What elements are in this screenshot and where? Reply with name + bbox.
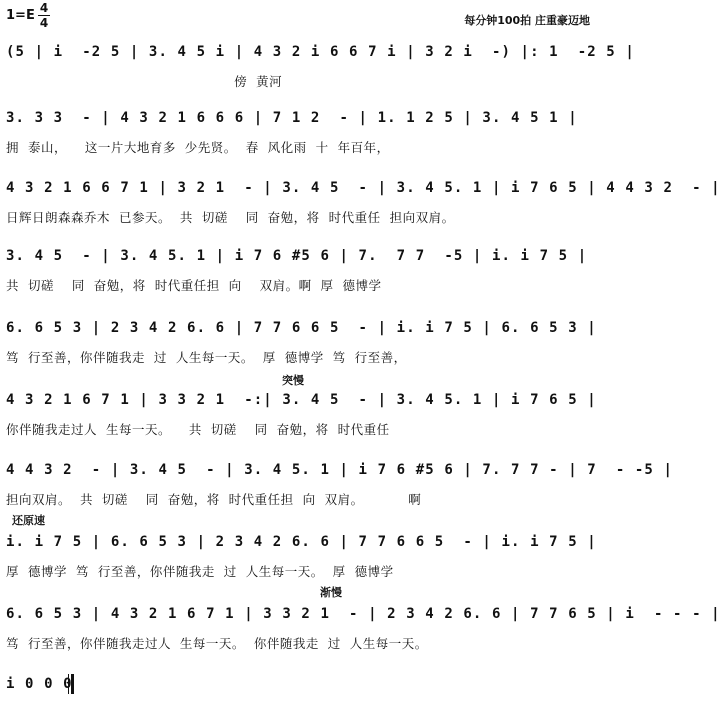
notes-line-5: 6. 6 5 3 | 2 3 4 2 6. 6 | 7 7 6 6 5 - | i. i 7 5 | 6. 6 5 3 |: [6, 320, 597, 336]
lyrics-line-5: 笃 行至善，你伴随我走 过 人生每一天。 厚 德博学 笃 行至善，: [6, 350, 407, 365]
notes-line-4: 3. 4 5 - | 3. 4 5. 1 | i 7 6 #5 6 | 7. 7 7 -5 | i. i 7 5 |: [6, 248, 588, 264]
time-signature-top: 4: [39, 1, 49, 15]
lyrics-line-9: 笃 行至善，你伴随我走过人 生每一天。 你伴随我走 过 人生每一天。: [6, 636, 428, 651]
tempo-mark-jian-man: 渐慢: [320, 586, 342, 599]
lyrics-line-3: 日辉日朗森森乔木 已参天。 共 切磋 同 奋勉，将 时代重任 担向双肩。: [6, 210, 455, 225]
notes-line-7: 4 4 3 2 - | 3. 4 5 - | 3. 4 5. 1 | i 7 6 #5 6 | 7. 7 7 - | 7 - -5 |: [6, 462, 674, 478]
key-signature: 1=E: [6, 8, 35, 23]
lyrics-line-7: 担向双肩。 共 切磋 同 奋勉，将 时代重任担 向 双肩。 啊: [6, 492, 422, 507]
tempo-mark-huan-yuan-su: 还原速: [12, 514, 45, 527]
lyrics-line-4: 共 切磋 同 奋勉，将 时代重任担 向 双肩。啊 厚 德博学: [6, 278, 382, 293]
notes-line-8: i. i 7 5 | 6. 6 5 3 | 2 3 4 2 6. 6 | 7 7 6 6 5 - | i. i 7 5 |: [6, 534, 597, 550]
notes-line-1: (5 | i -2 5 | 3. 4 5 i | 4 3 2 i 6 6 7 i | 3 2 i -) |: 1 -2 5 |: [6, 44, 635, 60]
lyrics-line-6: 你伴随我走过人 生每一天。 共 切磋 同 奋勉，将 时代重任: [6, 422, 390, 437]
tempo-marking: 每分钟100拍 庄重豪迈地: [464, 14, 590, 27]
final-barline: [68, 674, 74, 694]
tempo-mark-tu-man: 突慢: [282, 374, 304, 387]
lyrics-line-8: 厚 德博学 笃 行至善，你伴随我走 过 人生每一天。 厚 德博学: [6, 564, 394, 579]
notes-line-9: 6. 6 5 3 | 4 3 2 1 6 7 1 | 3 3 2 1 - | 2 3 4 2 6. 6 | 7 7 6 5 | i - - - |: [6, 606, 721, 622]
lyrics-line-1: 傍 黄河: [6, 74, 283, 89]
notes-line-3: 4 3 2 1 6 6 7 1 | 3 2 1 - | 3. 4 5 - | 3. 4 5. 1 | i 7 6 5 | 4 4 3 2 - |: [6, 180, 721, 196]
time-signature-bottom: 4: [39, 16, 49, 30]
time-signature: [38, 2, 50, 29]
lyrics-line-2: 拥 泰山， 这一片大地育多 少先贤。 春 风化雨 十 年百年，: [6, 140, 390, 155]
notes-line-2: 3. 3 3 - | 4 3 2 1 6 6 6 | 7 1 2 - | 1. 1 2 5 | 3. 4 5 1 |: [6, 110, 578, 126]
notes-line-10: i 0 0 0: [6, 676, 73, 692]
notes-line-6: 4 3 2 1 6 7 1 | 3 3 2 1 -:| 3. 4 5 - | 3. 4 5. 1 | i 7 6 5 |: [6, 392, 597, 408]
